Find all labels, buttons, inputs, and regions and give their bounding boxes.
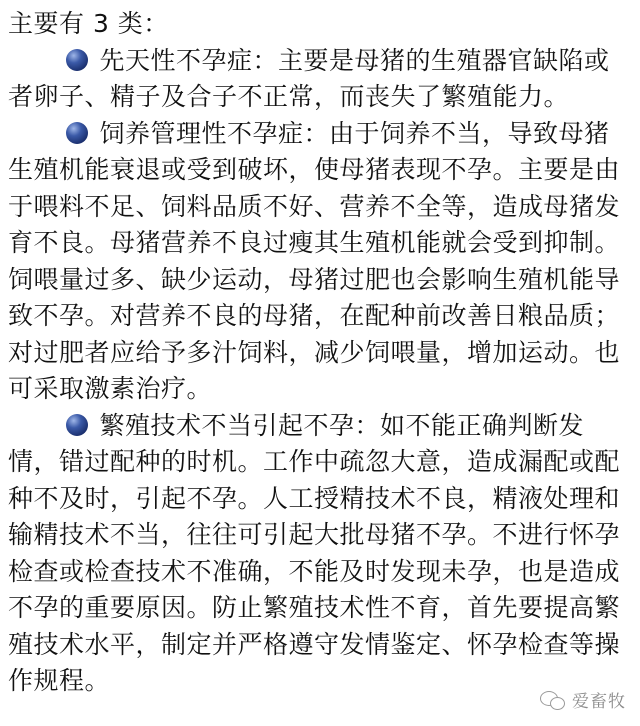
- list-item-breeding-technique: [8, 408, 632, 700]
- watermark-text: 爱畜牧: [572, 692, 626, 712]
- list-item-feeding: [8, 116, 632, 408]
- list-item-text: 饲养管理性不孕症：由于饲养不当，导致母猪生殖机能衰退或受到破坏，使母猪表现不孕。主要是由于喂料不足、饲料品质不好、营养不全等，造成母猪发育不良。母猪营养不良过瘦其生殖机能就会受到抑制。饲喂量过多、缺少运动，母猪过肥也会影响生殖机能导致不孕。对营养不良的母猪，在配种前改善日粮品质；对过肥者应给予多汁饲料，减少饲喂量，增加运动。也可采取激素治疗。: [8, 118, 621, 403]
- wechat-icon: [540, 689, 566, 711]
- list-item-text: 先天性不孕症：主要是母猪的生殖器官缺陷或者卵子、精子及合子不正常，而丧失了繁殖能力。: [8, 45, 610, 111]
- blue-sphere-bullet-icon: [66, 414, 88, 436]
- watermark: [540, 687, 626, 712]
- list-item-congenital: [8, 43, 632, 116]
- list-item-text: 繁殖技术不当引起不孕：如不能正确判断发情，错过配种的时机。工作中疏忽大意，造成漏配或配种不及时，引起不孕。人工授精技术不良，精液处理和输精技术不当，往往可引起大批母猪不孕。不进行怀孕检查或检查技术不准确，不能及时发现未孕，也是造成不孕的重要原因。防止繁殖技术性不育，首先要提高繁殖技术水平，制定并严格遵守发情鉴定、怀孕检查等操作规程。: [8, 410, 621, 695]
- blue-sphere-bullet-icon: [66, 49, 88, 71]
- intro-text: 主要有 3 类：: [8, 9, 169, 38]
- blue-sphere-bullet-icon: [66, 122, 88, 144]
